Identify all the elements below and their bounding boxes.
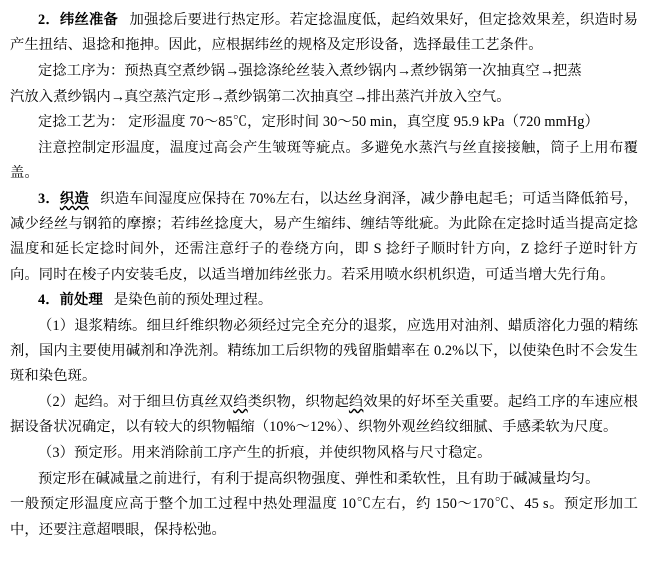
paragraph-note bbox=[10, 136, 638, 186]
section-title-4: 前处理 bbox=[59, 292, 103, 309]
sub-2-term-1: 绉 bbox=[233, 394, 248, 411]
paragraph-craft-params: 定捻工艺为： 定形温度 70～85℃，定形时间 30～50 min，真空度 95.9 kPa（720 mmHg） bbox=[38, 114, 599, 131]
flow-step-7: 煮纱锅第二次抽真空 bbox=[223, 88, 354, 105]
paragraph-sub-2 bbox=[10, 390, 638, 440]
craft-temp-value: 70～85℃ bbox=[189, 114, 248, 131]
sub-2-term-2: 绉 bbox=[348, 394, 364, 411]
section-3-body-b: 左右，以达丝身润泽，减少静电起毛；可适当降低筘号，减少经丝与钢筘的摩擦；若纬丝捻度大，易产生缩纬、缠结等纰疵。为此除在定捻时适当提高定捻温度和延长定捻时间外，还需注意纡子的卷绕方向，即 S 捻纡子顺时针方向，Z 捻纡子逆时针方向。同时在梭子内安装毛皮，以适当增加纬丝张力。若采用喷水织机织造，可适当增大先行角。 bbox=[10, 190, 638, 283]
sub-2-label: （2）起绉。 bbox=[38, 394, 118, 411]
flow-step-3: 煮纱锅第一次抽真空 bbox=[410, 62, 540, 79]
paragraph-flow-lead bbox=[10, 59, 638, 84]
paragraph-sub-3 bbox=[10, 441, 638, 466]
craft-temp-label: 定形温度 bbox=[128, 114, 186, 131]
flow-step-6: 真空蒸汽定形 bbox=[124, 88, 211, 105]
paragraph-sub-3c bbox=[10, 492, 638, 542]
craft-lead: 定捻工艺为： bbox=[38, 114, 125, 131]
sub-2-body-d: ）、织物外观丝绉纹细腻、手感柔软为尺度。 bbox=[336, 419, 618, 436]
sub-3-body-a: 用来消除前工序产生的折痕，并使织物风格与尺寸稳定。 bbox=[131, 444, 492, 461]
arrow-icon: → bbox=[539, 62, 554, 79]
flow-step-2: 强捻涤纶丝装入煮纱锅内 bbox=[238, 62, 397, 79]
section-title-2: 纬丝准备 bbox=[59, 12, 119, 28]
residual-wax-percent: 0.2% bbox=[433, 343, 465, 360]
flow-step-8: 排出蒸汽并放入空气。 bbox=[366, 88, 511, 105]
preset-temp-offset: 10℃ bbox=[341, 496, 372, 513]
craft-time-label: 定形时间 bbox=[261, 114, 320, 131]
sub-1-body-a: 细旦纤维织物必须经过完全充分的退浆，应选用对油剂、蜡质溶化力强的精练剂，国内主要使用碱剂和净洗剂。精练加工后织物的残留脂蜡率在 bbox=[10, 317, 638, 360]
paragraph-section-4 bbox=[10, 288, 638, 313]
sub-2-body-a: 对于细旦仿真丝双 bbox=[117, 394, 234, 411]
sub-1-body-b: 以下，以使染色时不会发生斑和染色斑。 bbox=[10, 343, 639, 385]
section-4-body: 是染色前的预处理过程。 bbox=[113, 292, 273, 309]
arrow-icon: → bbox=[110, 88, 125, 105]
sub-3-label: （3）预定形。 bbox=[38, 444, 132, 461]
preset-temp-range: 150～170℃ bbox=[435, 496, 510, 513]
section-3-body-a: 织造车间湿度应保持在 bbox=[100, 190, 246, 207]
section-number-4: 4． bbox=[38, 292, 60, 309]
humidity-value: 70% bbox=[248, 190, 276, 207]
flow-step-5: 汽放入煮纱锅内 bbox=[10, 88, 111, 105]
craft-vac-label: 真空度 bbox=[406, 114, 451, 131]
sub-3-body-c4: 。预定形加工中，还要注意超喂眼，保持松弛。 bbox=[10, 496, 638, 538]
sub-2-body-c: 效果的好坏至关重要。起绉工序的车速应根据设备状况确定，以有较大的织物幅缩（ bbox=[10, 394, 638, 436]
craft-time-value: 30～50 min bbox=[322, 114, 393, 131]
sub-3-body-c1: 一般预定形温度应高于整个加工过程中热处理温度 bbox=[10, 496, 338, 513]
arrow-icon: → bbox=[396, 62, 411, 79]
section-number-2: 2． bbox=[38, 12, 60, 28]
arrow-icon: → bbox=[225, 62, 239, 79]
paragraph-sub-1 bbox=[10, 314, 638, 390]
sub-2-body-b: 类织物，织物起 bbox=[247, 394, 349, 411]
section-number-3: 3． bbox=[38, 190, 60, 207]
sub-3-body-c2: 左右，约 bbox=[371, 496, 432, 513]
sub-1-label: （1）退浆精练。 bbox=[38, 317, 147, 334]
paragraph-section-3 bbox=[10, 187, 638, 288]
paragraph-section-2 bbox=[10, 8, 638, 58]
preset-time: 45 s bbox=[524, 496, 549, 513]
craft-vac-value: 95.9 kPa（720 mmHg） bbox=[453, 114, 599, 131]
section-title-3: 织造 bbox=[59, 190, 89, 207]
paragraph-sub-3b bbox=[10, 467, 638, 492]
flow-line-2 bbox=[10, 89, 511, 105]
note-text: 注意控制定形温度，温度过高会产生皱斑等疵点。多避免水蒸汽与丝直接接触，筒子上用布覆盖。 bbox=[10, 140, 638, 182]
sub-3-body-c3: 、 bbox=[509, 496, 525, 513]
flow-step-4: 把蒸 bbox=[553, 62, 582, 79]
fabric-shrinkage-range: 10%～12% bbox=[269, 419, 337, 436]
section-2-body: 加强捻后要进行热定形。若定捻温度低，起绉效果好，但定捻效果差，织造时易产生扭结、退捻和拖抻。因此，应根据纬丝的规格及定形设备，选择最佳工艺条件。 bbox=[10, 12, 638, 54]
arrow-icon: → bbox=[353, 88, 367, 105]
arrow-icon: → bbox=[210, 88, 224, 105]
flow-lead-text: 定捻工序为： bbox=[38, 62, 125, 79]
sub-3-body-b: 预定形在碱减量之前进行，有利于提高织物强度、弹性和柔软性，且有助于碱减量均匀。 bbox=[38, 470, 600, 487]
flow-step-1: 预热真空煮纱锅 bbox=[124, 62, 226, 79]
paragraph-flow-2 bbox=[10, 85, 638, 110]
flow-line-1 bbox=[124, 63, 581, 79]
